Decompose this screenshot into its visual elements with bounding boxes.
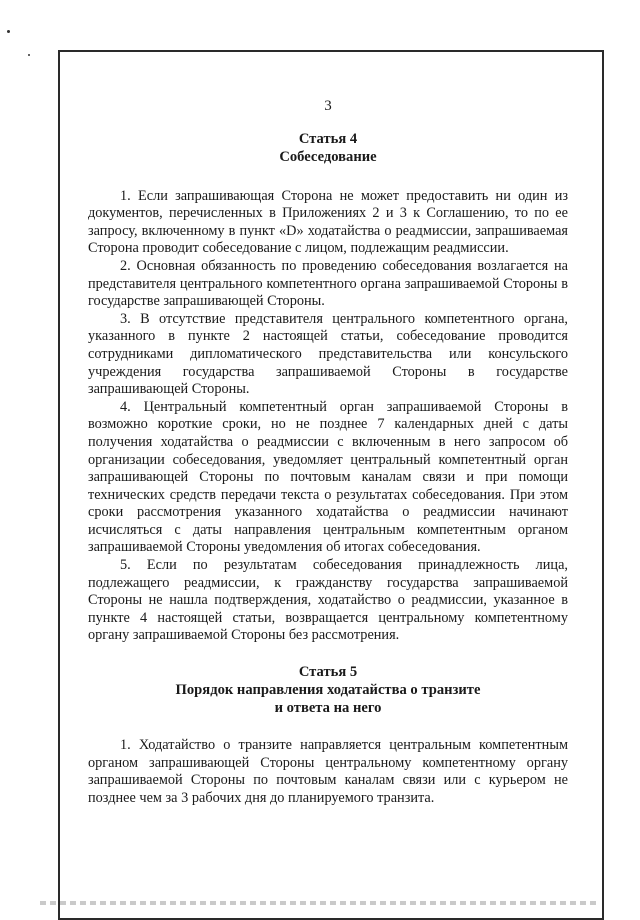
article-5-paragraph-1: 1. Ходатайство о транзите направляется центральным компетентным органом запрашивающей Стороны центральному компетентному органу запрашиваемой Стороны по почтовым каналам связи или с курьером не позднее чем за 3 рабочих дня до планируемого транзита. (88, 737, 568, 806)
article-5-title-line-2: и ответа на него (274, 700, 382, 717)
page-number: 3 (324, 98, 332, 114)
scan-bottom-edge (40, 901, 600, 905)
article-4-heading: Статья 4 (298, 130, 358, 147)
article-5-heading: Статья 5 (298, 664, 358, 681)
article-4-paragraph-4: 4. Центральный компетентный орган запрашиваемой Стороны в возможно короткие сроки, но не позднее 7 календарных дней с даты получения ходатайства о реадмиссии с включенным в него запросом об организации собеседования, уведомляет центральный компетентный орган запрашивающей Стороны по почтовым каналам связи и при помощи технических средств передачи текста о результатах собеседования. При этом сроки рассмотрения указанного ходатайства о реадмиссии начинают исчисляться с даты направления центральным компетентным органом запрашиваемой Стороны уведомления об итогах собеседования. (88, 398, 568, 556)
scan-speck (7, 30, 10, 33)
document-body (88, 98, 568, 807)
article-4 (88, 130, 568, 645)
article-4-paragraph-2: 2. Основная обязанность по проведению собеседования возлагается на представителя центрального компетентного органа запрашиваемой Стороны в государстве запрашивающей Стороны. (88, 257, 568, 310)
scan-speck (28, 54, 30, 56)
article-4-paragraph-5: 5. Если по результатам собеседования принадлежность лица, подлежащего реадмиссии, к гражданству государства запрашиваемой Стороны не нашла подтверждения, ходатайство о реадмиссии, указанное в пункте 4 настоящей статьи, возвращается центральному компетентному органу запрашиваемой Стороны без рассмотрения. (88, 557, 568, 644)
article-5-title-line-1: Порядок направления ходатайства о транзите (175, 682, 481, 699)
article-4-paragraph-1: 1. Если запрашивающая Сторона не может предоставить ни один из документов, перечисленных в Приложениях 2 и 3 к Соглашению, то по ее запросу, включенному в пункт «D» ходатайства о реадмиссии, запрашиваемая Сторона проводит собеседование с лицом, подлежащим реадмиссии. (88, 187, 568, 257)
article-4-paragraph-3: 3. В отсутствие представителя центрального компетентного органа, указанного в пункте 2 настоящей статьи, собеседование проводится сотрудниками дипломатического представительства или консульского учреждения государства запрашиваемой Стороны в государстве запрашивающей Стороны. (88, 310, 568, 398)
article-4-title: Собеседование (279, 148, 377, 165)
article-5 (88, 663, 568, 807)
